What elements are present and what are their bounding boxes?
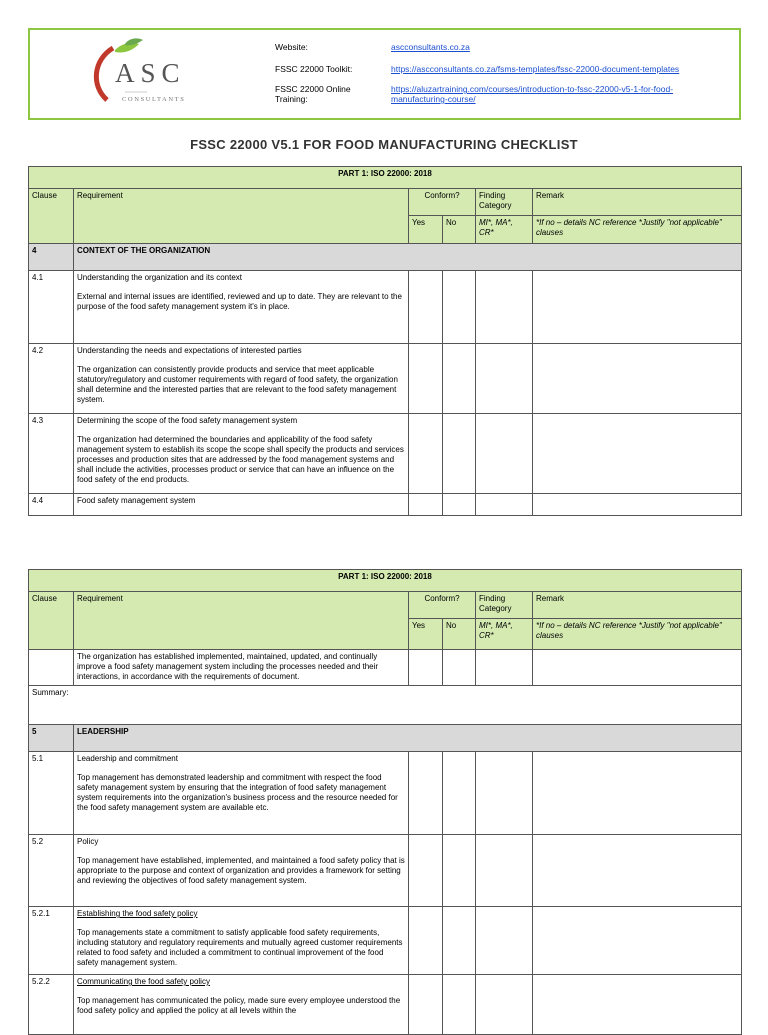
summary-row bbox=[29, 686, 742, 725]
requirement-text: The organization has established implemented, maintained, updated, and continually improve a food safety management system including the processes needed and their interactions, in accordance with the requirements of document. bbox=[74, 650, 409, 686]
yes-cell[interactable] bbox=[409, 835, 443, 907]
remark-subheader: *If no – details NC reference *Justify "not applicable" clauses bbox=[533, 216, 742, 244]
no-cell[interactable] bbox=[443, 271, 476, 344]
no-header: No bbox=[443, 216, 476, 244]
requirement-title: Understanding the organization and its context bbox=[77, 273, 242, 282]
remark-cell[interactable] bbox=[533, 414, 742, 494]
part-title: PART 1: ISO 22000: 2018 bbox=[29, 167, 742, 189]
requirement-title: Establishing the food safety policy bbox=[77, 909, 198, 918]
section-row-5 bbox=[29, 725, 742, 752]
section-number: 4 bbox=[29, 244, 74, 271]
requirement-text: The organization had determined the boundaries and applicability of the food safety management system to establish its scope the scope shall specify the products and services processes and production sites that are addressed by the food management systems and shall include the activities, processes product or service that can have an influence on the food safety of the end products. bbox=[77, 435, 404, 484]
yes-cell[interactable] bbox=[409, 650, 443, 686]
finding-header: Finding Category bbox=[476, 592, 533, 619]
part-title-row bbox=[29, 570, 742, 592]
no-cell[interactable] bbox=[443, 414, 476, 494]
clause-number: 5.2.2 bbox=[29, 975, 74, 1035]
requirement-text: Top managements state a commitment to satisfy applicable food safety requirements, including statutory and regulatory requirements and mutually agreed customer requirements related to food safety and included a commitment to continual improvement of the food safety management system. bbox=[77, 928, 403, 967]
no-cell[interactable] bbox=[443, 752, 476, 835]
yes-cell[interactable] bbox=[409, 907, 443, 975]
no-cell[interactable] bbox=[443, 975, 476, 1035]
clause-number: 4.4 bbox=[29, 494, 74, 516]
toolkit-row bbox=[275, 64, 711, 74]
finding-cell[interactable] bbox=[476, 907, 533, 975]
requirement-header: Requirement bbox=[74, 592, 409, 650]
requirement-title: Policy bbox=[77, 837, 99, 846]
requirement-cell bbox=[74, 494, 409, 516]
column-header-row bbox=[29, 189, 742, 216]
no-cell[interactable] bbox=[443, 494, 476, 516]
table-row bbox=[29, 344, 742, 414]
checklist-table-2 bbox=[28, 569, 742, 1035]
website-label: Website: bbox=[275, 42, 308, 52]
table-row bbox=[29, 414, 742, 494]
clause-number: 4.2 bbox=[29, 344, 74, 414]
finding-cell[interactable] bbox=[476, 835, 533, 907]
section-title: CONTEXT OF THE ORGANIZATION bbox=[74, 244, 742, 271]
requirement-text: Top management has communicated the policy, made sure every employee understood the food safety policy and applied the policy at all levels within the bbox=[77, 996, 401, 1015]
website-row bbox=[275, 42, 711, 52]
clause-number: 5.2.1 bbox=[29, 907, 74, 975]
no-header: No bbox=[443, 619, 476, 650]
training-label: FSSC 22000 Online Training: bbox=[275, 84, 351, 104]
toolkit-label: FSSC 22000 Toolkit: bbox=[275, 64, 353, 74]
conform-header: Conform? bbox=[409, 592, 476, 619]
requirement-title: Leadership and commitment bbox=[77, 754, 178, 763]
asc-logo bbox=[85, 38, 235, 110]
toolkit-link[interactable]: https://ascconsultants.co.za/fsms-templates/fssc-22000-document-templates bbox=[391, 64, 680, 74]
remark-cell[interactable] bbox=[533, 907, 742, 975]
no-cell[interactable] bbox=[443, 650, 476, 686]
requirement-cell bbox=[74, 975, 409, 1035]
yes-cell[interactable] bbox=[409, 975, 443, 1035]
logo-text: ASC bbox=[115, 58, 186, 88]
yes-cell[interactable] bbox=[409, 494, 443, 516]
requirement-text: Top management has demonstrated leadership and commitment with respect the food safety management system by ensuring that the integration of food safety management system requirements into the organization's business process and the resource needed for the food safety management system are available etc. bbox=[77, 773, 398, 812]
column-header-row bbox=[29, 592, 742, 619]
table-row bbox=[29, 752, 742, 835]
clause-number: 4.1 bbox=[29, 271, 74, 344]
part-title: PART 1: ISO 22000: 2018 bbox=[29, 570, 742, 592]
requirement-cell bbox=[74, 344, 409, 414]
yes-header: Yes bbox=[409, 619, 443, 650]
clause-header: Clause bbox=[29, 592, 74, 650]
no-cell[interactable] bbox=[443, 835, 476, 907]
requirement-cell bbox=[74, 414, 409, 494]
requirement-header: Requirement bbox=[74, 189, 409, 244]
website-link[interactable]: ascconsultants.co.za bbox=[391, 42, 470, 52]
table-row bbox=[29, 907, 742, 975]
table-row bbox=[29, 271, 742, 344]
table-row bbox=[29, 494, 742, 516]
section-number: 5 bbox=[29, 725, 74, 752]
finding-cell[interactable] bbox=[476, 650, 533, 686]
remark-cell[interactable] bbox=[533, 271, 742, 344]
doc-title: FSSC 22000 V5.1 FOR FOOD MANUFACTURING CHECKLIST bbox=[190, 137, 578, 152]
requirement-cell bbox=[74, 907, 409, 975]
remark-header: Remark bbox=[533, 592, 742, 619]
remark-cell[interactable] bbox=[533, 975, 742, 1035]
yes-cell[interactable] bbox=[409, 414, 443, 494]
requirement-text: The organization can consistently provide products and service that meet applicable statutory/regulatory and customer requirements with regard of food safety, the organization shall determine and the interested parties that are relevant to the food safety management system. bbox=[77, 365, 398, 404]
finding-cell[interactable] bbox=[476, 494, 533, 516]
requirement-cell bbox=[74, 752, 409, 835]
training-link[interactable]: https://aluzartraining.com/courses/introduction-to-fssc-22000-v5-1-for-food-manufacturing-course/ bbox=[391, 84, 674, 104]
checklist-table-1 bbox=[28, 166, 742, 516]
yes-cell[interactable] bbox=[409, 344, 443, 414]
clause-number bbox=[29, 650, 74, 686]
part-title-row bbox=[29, 167, 742, 189]
no-cell[interactable] bbox=[443, 344, 476, 414]
clause-number: 5.2 bbox=[29, 835, 74, 907]
requirement-title: Determining the scope of the food safety management system bbox=[77, 416, 298, 425]
requirement-title: Communicating the food safety policy bbox=[77, 977, 210, 986]
table-row bbox=[29, 835, 742, 907]
finding-cell[interactable] bbox=[476, 752, 533, 835]
clause-number: 5.1 bbox=[29, 752, 74, 835]
finding-cell[interactable] bbox=[476, 975, 533, 1035]
finding-cell[interactable] bbox=[476, 414, 533, 494]
requirement-text: Top management have established, implemented, and maintained a food safety policy that is appropriate to the purpose and context of organization and provides a framework for setting and reviewing the objectives of food safety management system. bbox=[77, 856, 405, 885]
no-cell[interactable] bbox=[443, 907, 476, 975]
requirement-text: External and internal issues are identified, reviewed and up to date. They are relevant to the purpose of the food safety management system it's in place. bbox=[77, 292, 402, 311]
requirement-cell bbox=[74, 271, 409, 344]
requirement-title: Food safety management system bbox=[77, 496, 196, 505]
finding-cell[interactable] bbox=[476, 344, 533, 414]
remark-cell[interactable] bbox=[533, 752, 742, 835]
finding-cell[interactable] bbox=[476, 271, 533, 344]
table-row bbox=[29, 975, 742, 1035]
remark-header: Remark bbox=[533, 189, 742, 216]
clause-header: Clause bbox=[29, 189, 74, 244]
training-row bbox=[275, 84, 711, 104]
remark-cell[interactable] bbox=[533, 650, 742, 686]
requirement-cell bbox=[74, 835, 409, 907]
conform-header: Conform? bbox=[409, 189, 476, 216]
logo-subtext: CONSULTANTS bbox=[122, 96, 186, 103]
yes-cell[interactable] bbox=[409, 271, 443, 344]
remark-cell[interactable] bbox=[533, 835, 742, 907]
remark-cell[interactable] bbox=[533, 344, 742, 414]
table-row bbox=[29, 650, 742, 686]
finding-subheader: MI*, MA*, CR* bbox=[476, 619, 533, 650]
yes-header: Yes bbox=[409, 216, 443, 244]
header-box bbox=[28, 28, 741, 120]
summary-cell[interactable]: Summary: bbox=[29, 686, 742, 725]
finding-subheader: MI*, MA*, CR* bbox=[476, 216, 533, 244]
clause-number: 4.3 bbox=[29, 414, 74, 494]
section-title: LEADERSHIP bbox=[74, 725, 742, 752]
yes-cell[interactable] bbox=[409, 752, 443, 835]
remark-subheader: *If no – details NC reference *Justify "not applicable" clauses bbox=[533, 619, 742, 650]
section-row-4 bbox=[29, 244, 742, 271]
finding-header: Finding Category bbox=[476, 189, 533, 216]
requirement-title: Understanding the needs and expectations of interested parties bbox=[77, 346, 302, 355]
remark-cell[interactable] bbox=[533, 494, 742, 516]
